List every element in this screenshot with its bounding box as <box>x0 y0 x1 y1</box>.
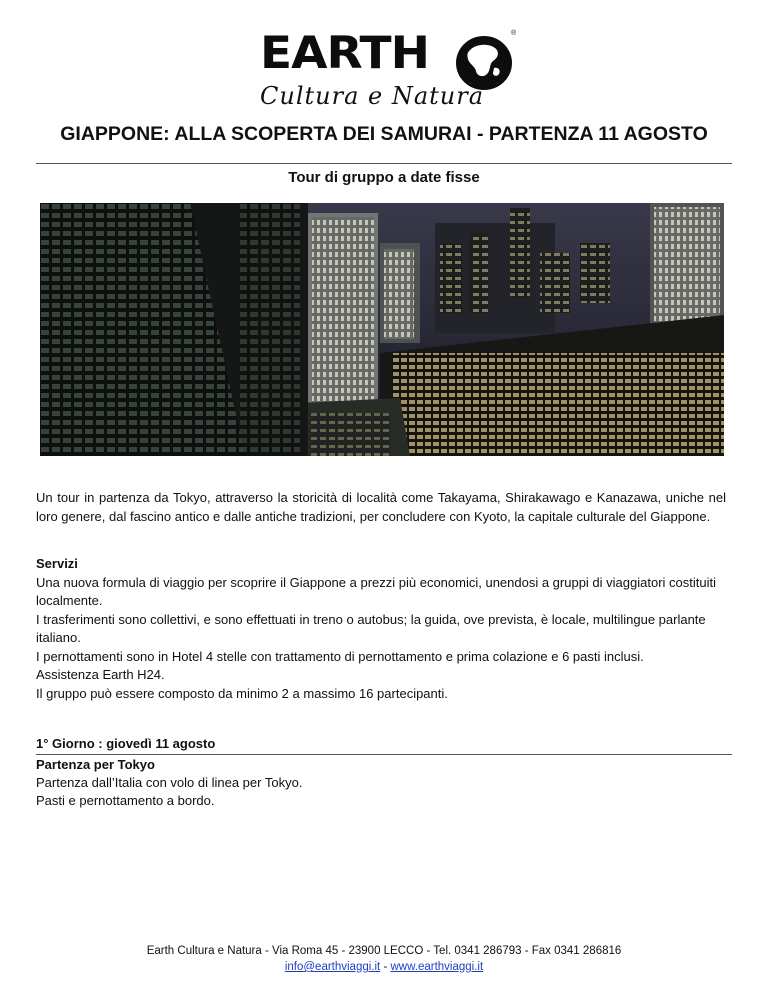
logo-wordmark: EARTH <box>260 27 429 80</box>
services-section <box>36 555 732 703</box>
website-link[interactable]: www.earthviaggi.it <box>390 961 484 973</box>
services-line: I pernottamenti sono in Hotel 4 stelle con trattamento di pernottamento e prima colazione e 6 pasti inclusi. <box>36 648 644 664</box>
footer-address: Earth Cultura e Natura - Via Roma 45 - 23900 LECCO - Tel. 0341 286793 - Fax 0341 286816 <box>146 945 622 957</box>
services-line: Una nuova formula di viaggio per scoprire il Giappone a prezzi più economici, unendosi a gruppi di viaggiatori costituiti localmente. <box>36 574 716 608</box>
day-heading: 1° Giorno : giovedì 11 agosto <box>36 735 732 755</box>
day-line: Pasti e pernottamento a bordo. <box>36 793 215 808</box>
itinerary-day-1 <box>36 735 732 810</box>
email-link[interactable]: info@earthviaggi.it <box>284 961 381 973</box>
page-subtitle: Tour di gruppo a date fisse <box>288 169 480 186</box>
earth-logo <box>260 27 520 112</box>
services-line: Assistenza Earth H24. <box>36 667 165 682</box>
registered-mark: ® <box>511 30 517 37</box>
footer-separator: - <box>380 961 391 973</box>
page-footer <box>36 943 732 975</box>
logo-tagline: Cultura e Natura <box>260 82 485 110</box>
tokyo-night-photo <box>40 203 724 456</box>
footer-links <box>36 959 732 975</box>
services-heading: Servizi <box>36 556 78 571</box>
services-line: Il gruppo può essere composto da minimo 2 a massimo 16 partecipanti. <box>36 685 448 701</box>
page-title: GIAPPONE: ALLA SCOPERTA DEI SAMURAI - PARTENZA 11 AGOSTO <box>60 123 708 145</box>
day-title: Partenza per Tokyo <box>36 757 155 772</box>
title-divider <box>36 163 732 164</box>
intro-paragraph: Un tour in partenza da Tokyo, attraverso la storicità di località come Takayama, Shirakawago e Kanazawa, uniche nel loro genere, dal fascino antico e dalle antiche tradizioni, per concludere con Kyoto, la capitale culturale del Giappone. <box>36 490 726 524</box>
day-line: Partenza dall’Italia con volo di linea per Tokyo. <box>36 775 303 790</box>
services-line: I trasferimenti sono collettivi, e sono effettuati in treno o autobus; la guida, ove prevista, è locale, multilingue parlante italiano. <box>36 611 706 645</box>
